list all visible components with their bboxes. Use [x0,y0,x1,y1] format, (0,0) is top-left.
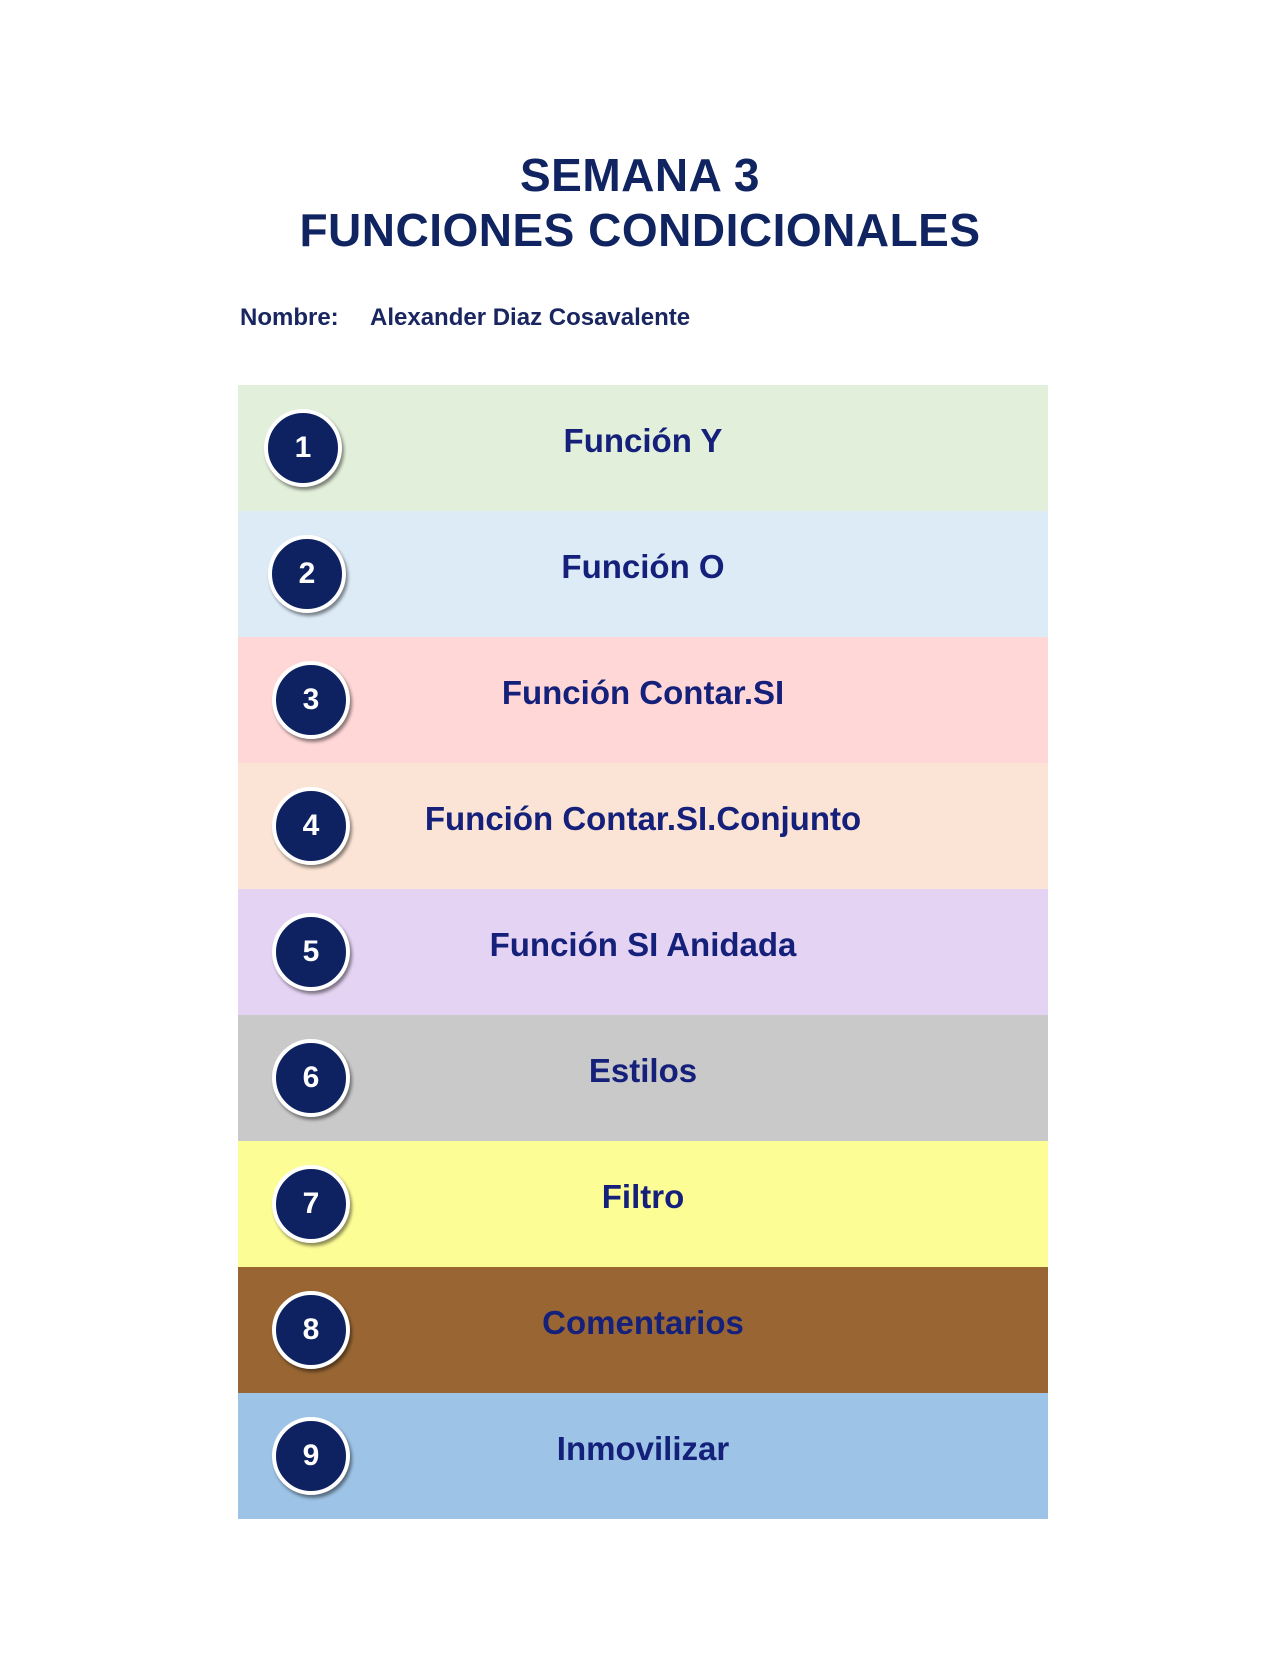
menu-item-estilos[interactable] [238,1015,1048,1141]
number-badge[interactable]: 1 [264,409,342,487]
number-badge[interactable]: 5 [272,913,350,991]
menu-item-label[interactable]: Filtro [601,1178,685,1215]
number-badge[interactable]: 8 [272,1291,350,1369]
menu-item-inmovilizar[interactable] [238,1393,1048,1519]
title-topic: FUNCIONES CONDICIONALES [299,204,981,256]
number-badge[interactable]: 2 [268,535,346,613]
menu-item-funcion-o[interactable] [238,511,1048,637]
menu-item-label[interactable]: Función SI Anidada [489,926,797,963]
student-name-row [240,304,690,332]
number-badge[interactable]: 3 [272,661,350,739]
menu-item-label[interactable]: Inmovilizar [556,1430,730,1467]
menu-item-label[interactable]: Función Y [563,422,723,459]
menu-item-label[interactable]: Comentarios [542,1304,744,1341]
menu-item-funcion-y[interactable] [238,385,1048,511]
menu-item-funcion-contar-si[interactable] [238,637,1048,763]
menu-item-filtro[interactable] [238,1141,1048,1267]
menu-item-label[interactable]: Estilos [588,1052,698,1089]
number-badge[interactable]: 9 [272,1417,350,1495]
number-badge[interactable]: 4 [272,787,350,865]
number-badge[interactable]: 6 [272,1039,350,1117]
name-label: Nombre: [240,304,339,331]
menu-item-comentarios[interactable] [238,1267,1048,1393]
number-badge[interactable]: 7 [272,1165,350,1243]
menu-item-label[interactable]: Función O [561,548,725,585]
page-title [0,148,1280,258]
menu-item-funcion-si-anidada[interactable] [238,889,1048,1015]
menu-item-funcion-contar-si-conjunto[interactable] [238,763,1048,889]
menu-item-label[interactable]: Función Contar.SI.Conjunto [424,800,862,837]
name-value: Alexander Diaz Cosavalente [370,304,691,331]
title-week: SEMANA 3 [520,149,760,201]
menu-item-label[interactable]: Función Contar.SI [501,674,785,711]
topic-menu [238,385,1048,1519]
